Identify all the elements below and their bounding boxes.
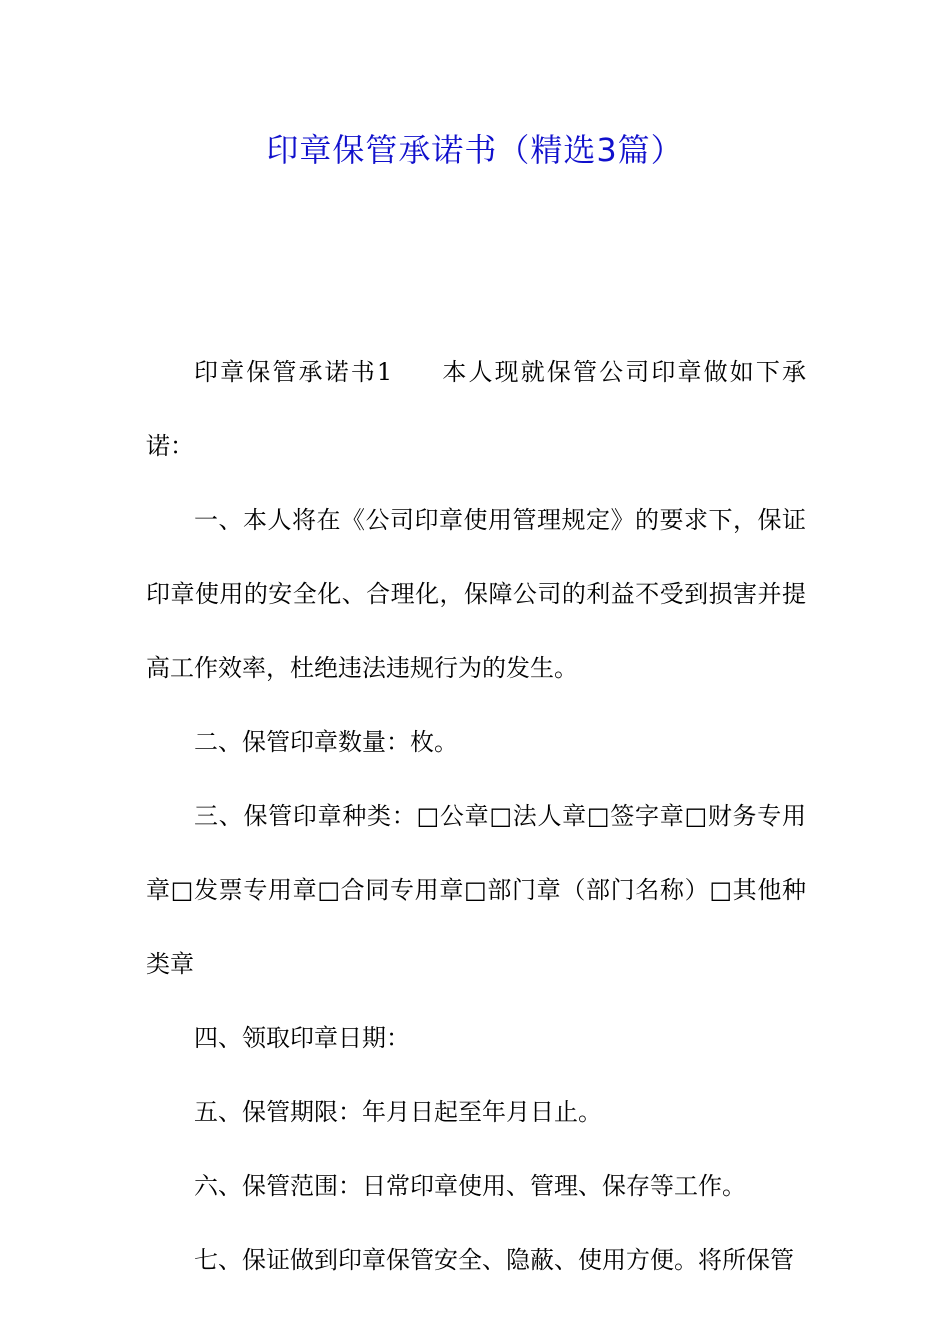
paragraph-7: 七、保证做到印章保管安全、隐蔽、使用方便。将所保管 (194, 1246, 794, 1274)
document-title: 印章保管承诺书（精选3篇） (266, 131, 684, 169)
paragraph-5: 五、保管期限：年月日起至年月日止。 (194, 1098, 602, 1126)
paragraph-4: 四、领取印章日期： (194, 1024, 410, 1052)
intro-heading: 印章保管承诺书1 (194, 358, 393, 386)
paragraph-2: 二、保管印章数量：枚。 (194, 728, 458, 756)
intro-paragraph (146, 335, 806, 483)
paragraph-6: 六、保管范围：日常印章使用、管理、保存等工作。 (194, 1172, 746, 1200)
paragraph-3: 三、保管印章种类：□公章□法人章□签字章□财务专用章□发票专用章□合同专用章□部门章（部门名称）□其他种类章 (146, 802, 806, 978)
intro-text: 本人现就保管公司印章做如下承诺： (146, 358, 806, 460)
document-body (146, 335, 806, 1297)
paragraph-1: 一、本人将在《公司印章使用管理规定》的要求下，保证印章使用的安全化、合理化，保障公司的利益不受到损害并提高工作效率，杜绝违法违规行为的发生。 (146, 506, 806, 682)
